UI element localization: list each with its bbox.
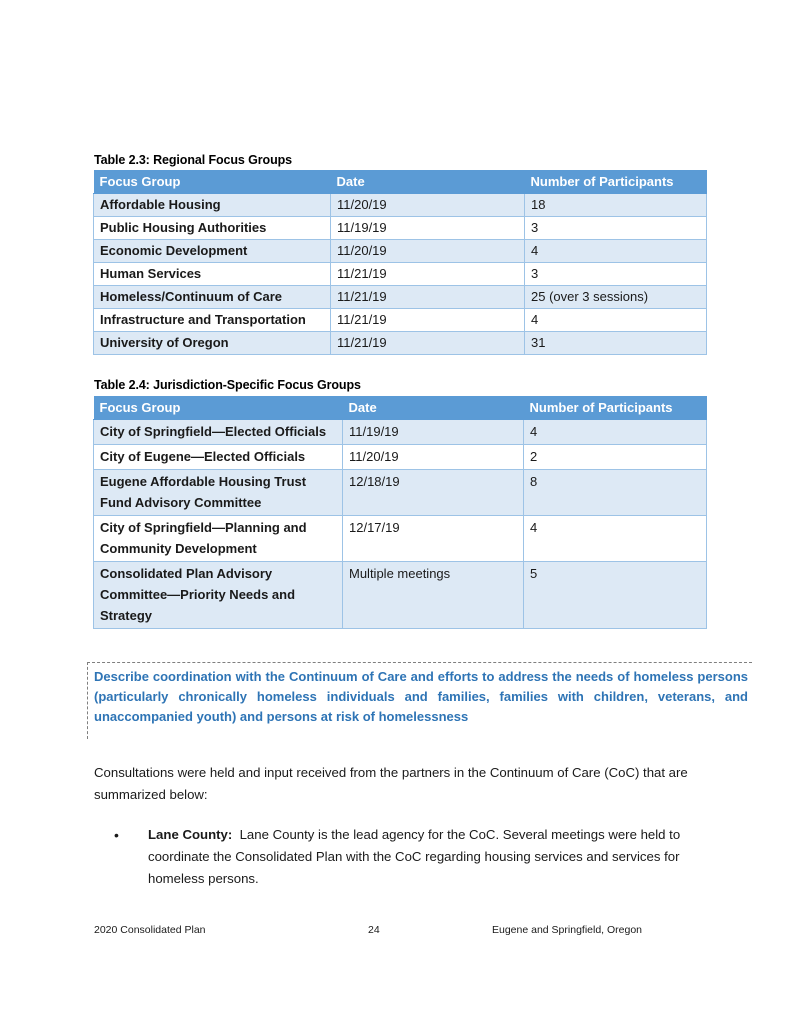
cell-focus-group: City of Springfield—Elected Officials <box>94 420 343 445</box>
cell-focus-group: Human Services <box>94 263 331 286</box>
table-row <box>94 562 707 629</box>
table-regional-focus-groups <box>93 170 707 355</box>
table-row <box>94 309 707 332</box>
table-2-3-caption: Table 2.3: Regional Focus Groups <box>94 153 292 167</box>
cell-date: 11/19/19 <box>331 217 525 240</box>
cell-date: 11/19/19 <box>343 420 524 445</box>
table-row <box>94 420 707 445</box>
cell-focus-group: University of Oregon <box>94 332 331 355</box>
column-header-date: Date <box>331 171 525 194</box>
cell-date: 11/21/19 <box>331 263 525 286</box>
footer-jurisdiction: Eugene and Springfield, Oregon <box>492 924 643 936</box>
column-header-participants: Number of Participants <box>525 171 707 194</box>
cell-participants: 25 (over 3 sessions) <box>525 286 707 309</box>
cell-participants: 8 <box>524 470 707 516</box>
cell-participants: 31 <box>525 332 707 355</box>
table-jurisdiction-focus-groups <box>93 396 707 629</box>
cell-date: 11/21/19 <box>331 332 525 355</box>
footer-document-title: 2020 Consolidated Plan <box>94 924 206 936</box>
table-header-row <box>94 397 707 420</box>
cell-participants: 3 <box>525 217 707 240</box>
table-row <box>94 332 707 355</box>
question-prompt-text: Describe coordination with the Continuum of Care and efforts to address the needs of homeless persons (particularly chronically homeless individuals and families, families with children, veterans, and unaccompanied youth) and persons at risk of homelessness <box>94 669 748 724</box>
cell-focus-group: Eugene Affordable Housing Trust Fund Advisory Committee <box>94 470 343 516</box>
cell-participants: 3 <box>525 263 707 286</box>
cell-focus-group: Affordable Housing <box>94 194 331 217</box>
cell-date: 11/20/19 <box>331 194 525 217</box>
table-row <box>94 240 707 263</box>
column-header-focus-group: Focus Group <box>94 397 343 420</box>
cell-date: 11/20/19 <box>331 240 525 263</box>
cell-date: 12/18/19 <box>343 470 524 516</box>
cell-focus-group: Consolidated Plan Advisory Committee—Priority Needs and Strategy <box>94 562 343 629</box>
cell-participants: 5 <box>524 562 707 629</box>
cell-date: 11/21/19 <box>331 286 525 309</box>
table-header-row <box>94 171 707 194</box>
cell-date: Multiple meetings <box>343 562 524 629</box>
cell-focus-group: Homeless/Continuum of Care <box>94 286 331 309</box>
cell-participants: 4 <box>524 420 707 445</box>
table-row <box>94 445 707 470</box>
table-row <box>94 470 707 516</box>
cell-participants: 2 <box>524 445 707 470</box>
cell-date: 11/20/19 <box>343 445 524 470</box>
footer-page-number: 24 <box>368 924 380 936</box>
cell-focus-group: Infrastructure and Transportation <box>94 309 331 332</box>
column-header-participants: Number of Participants <box>524 397 707 420</box>
cell-participants: 4 <box>525 240 707 263</box>
cell-date: 11/21/19 <box>331 309 525 332</box>
table-row <box>94 217 707 240</box>
cell-focus-group: City of Springfield—Planning and Community Development <box>94 516 343 562</box>
cell-focus-group: Public Housing Authorities <box>94 217 331 240</box>
cell-participants: 4 <box>524 516 707 562</box>
cell-date: 12/17/19 <box>343 516 524 562</box>
table-row <box>94 194 707 217</box>
table-2-4-caption: Table 2.4: Jurisdiction-Specific Focus Groups <box>94 378 361 392</box>
bullet-text: Lane County is the lead agency for the CoC. Several meetings were held to coordinate the Consolidated Plan with the CoC regarding housing services and services for homeless persons. <box>148 827 681 886</box>
cell-focus-group: City of Eugene—Elected Officials <box>94 445 343 470</box>
table-row <box>94 263 707 286</box>
body-paragraph: Consultations were held and input received from the partners in the Continuum of Care (CoC) that are summarized below: <box>94 765 688 802</box>
table-row <box>94 286 707 309</box>
bullet-icon: • <box>114 827 119 843</box>
bullet-item-lane-county <box>114 824 734 890</box>
column-header-date: Date <box>343 397 524 420</box>
cell-participants: 18 <box>525 194 707 217</box>
cell-focus-group: Economic Development <box>94 240 331 263</box>
bullet-lead: Lane County: <box>148 827 233 842</box>
table-row <box>94 516 707 562</box>
column-header-focus-group: Focus Group <box>94 171 331 194</box>
cell-participants: 4 <box>525 309 707 332</box>
